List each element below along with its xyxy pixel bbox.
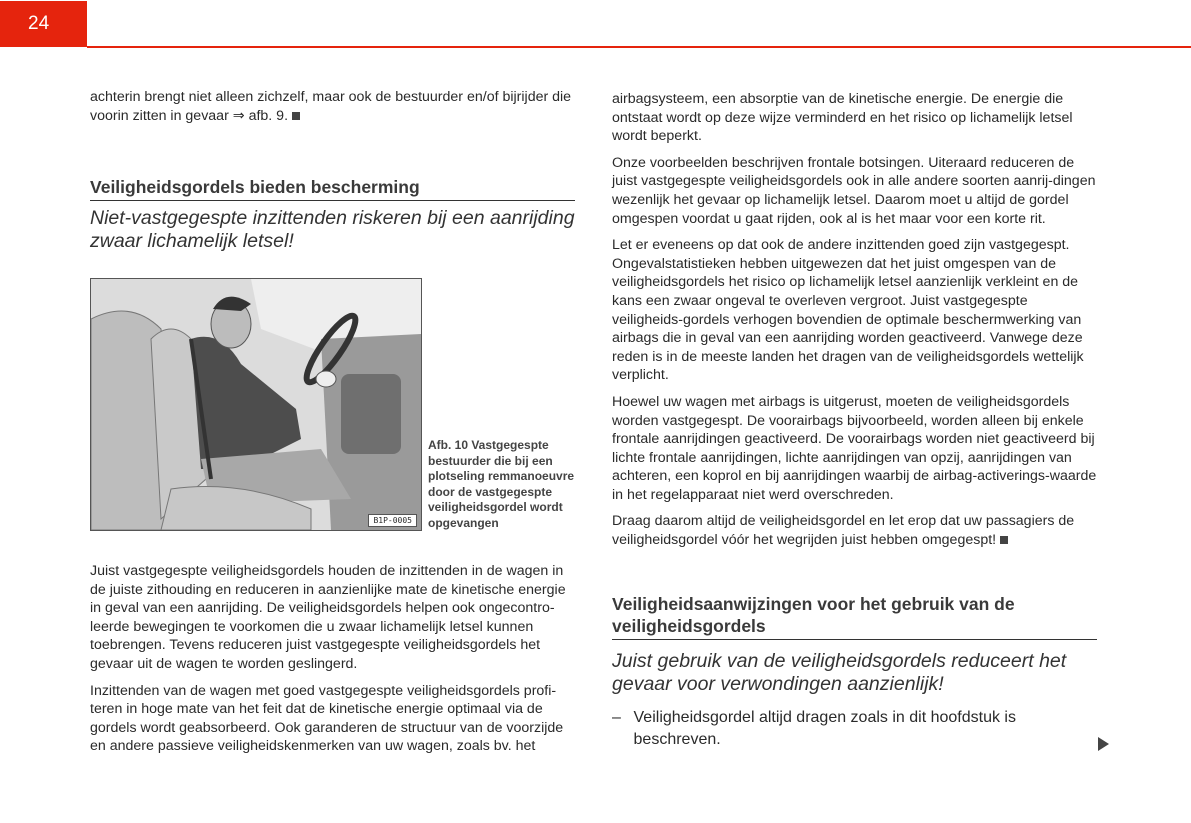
section-seatbelt-protection [90, 176, 575, 252]
paragraph: Inzittenden van de wagen met goed vastgegespte veiligheidsgordels profi-teren in hoge mate van het feit dat de kinetische energie optimaal via de gordels wordt geabsorbeerd. Ook garanderen de structuur van de voorzijde en andere passieve veiligheidskenmerken van uw wagen, zoals bv. het [90, 682, 564, 755]
header-rule [87, 46, 1191, 48]
figure-caption: Afb. 10 Vastgegespte bestuurder die bij een plotseling remmanoeuvre door de vastgegespte veiligheidsgordel wordt opgevangen [428, 438, 575, 530]
section-lead: Niet-vastgegespte inzittenden riskeren bij een aanrijding zwaar lichamelijk letsel! [90, 207, 575, 252]
section-seatbelt-instructions [612, 593, 1097, 751]
section-lead: Juist gebruik van de veiligheidsgordels reduceert het gevaar voor verwondingen aanzienlijk! [612, 650, 1067, 695]
bullet-dash: – [612, 709, 621, 726]
right-column [612, 90, 1097, 558]
paragraph: Draag daarom altijd de veiligheidsgordel en let erop dat uw passagiers de veiligheidsgordel vóór het wegrijden juist hebben omgegespt! [612, 513, 1075, 549]
end-marker-icon [292, 112, 300, 120]
left-body [90, 562, 575, 764]
continue-arrow-icon [1098, 737, 1109, 751]
end-marker-icon [1000, 536, 1008, 544]
section-heading: Veiligheidsgordels bieden bescherming [90, 176, 575, 201]
paragraph: Let er eveneens op dat ook de andere inzittenden goed zijn vastgegespt. Ongevalstatistieken hebben uitgewezen dat het juist omgespen van de veiligheidsgordels het risico op lichamelijk letsel aanzienlijk verkleint en de kans een zwaar ongeval te overleven vergroot. Juist vastgegespte veiligheids-gordels verhogen bovendien de optimale beschermwerking van airbags die in geval van een aanrijding worden geactiveerd. Vanwege deze reden is in de meeste landen het dragen van de veiligheidsgordels wettelijk verplicht. [612, 237, 1084, 384]
page-number: 24 [0, 1, 87, 47]
figure-code: B1P-0005 [368, 514, 417, 527]
bullet-item [612, 707, 1097, 751]
paragraph: airbagsysteem, een absorptie van de kinetische energie. De energie die ontstaat wordt op deze wijze verminderd en het risico op lichamelijk letsel wordt beperkt. [612, 91, 1073, 145]
left-column [90, 88, 575, 133]
paragraph: Juist vastgegespte veiligheidsgordels houden de inzittenden in de wagen in de juiste zithouding en reduceren in aanzienlijke mate de kinetische energie in geval van een aanrijding. De veiligheidsgordels helpen ook ongecontro-leerde bewegingen te voorkomen die u zwaar lichamelijk letsel kunnen toebrengen. Tevens reduceren juist vastgegespte veiligheidsgordels het gevaar uit de wagen te worden geslingerd. [90, 563, 566, 672]
section-heading: Veiligheidsaanwijzingen voor het gebruik van de veiligheidsgordels [612, 593, 1097, 640]
intro-paragraph: achterin brengt niet alleen zichzelf, maar ook de bestuurder en/of bijrijder die voorin zitten in gevaar ⇒ afb. 9. [90, 89, 572, 124]
driver-illustration [90, 278, 422, 531]
paragraph: Onze voorbeelden beschrijven frontale botsingen. Uiteraard reduceren de juist vastgegespte veiligheidsgordels ook in alle andere soorten aanrij-dingen wezenlijk het gevaar op lichamelijk letsel. Daarom moet u altijd de gordel omgespen voordat u gaat rijden, ook al is het maar voor een korte rit. [612, 154, 1096, 227]
paragraph: Hoewel uw wagen met airbags is uitgerust, moeten de veiligheidsgordels worden vastgegespt. De voorairbags bijvoorbeeld, worden alleen bij enkele frontale aanrijdingen geactiveerd. De voorairbags worden niet geactiveerd bij lichte frontale aanrijdingen, lichte aanrijdingen van opzij, aanrijdingen van achteren, een koprol en bij aanrijdingen waarbij de airbag-activerings-waarde in het regelapparaat niet werd overschreden. [612, 393, 1097, 503]
driver-seatbelt-image [91, 279, 421, 530]
bullet-text: Veiligheidsgordel altijd dragen zoals in dit hoofdstuk is beschreven. [633, 709, 1016, 748]
